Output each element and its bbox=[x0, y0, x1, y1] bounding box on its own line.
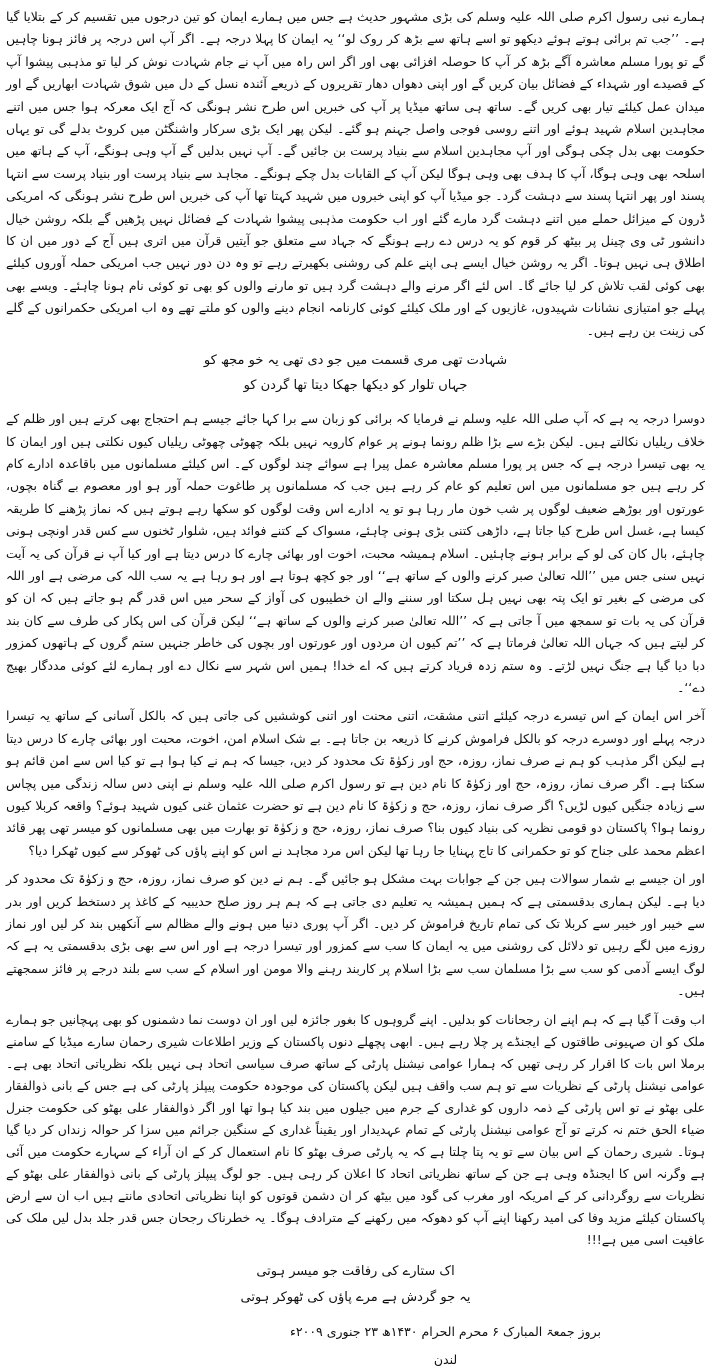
article-page bbox=[6, 6, 705, 1367]
paragraph-2: دوسرا درجہ یہ ہے کہ آپ صلی اللہ علیہ وسلم نے فرمایا کہ برائی کو زبان سے برا کہا جائے جیسے ہم احتجاج بھی کرتے ہیں اور ظلم کے خلاف ریلیاں نکالتے ہیں۔ لیکن بڑے سے بڑا ظلم رونما ہونے پر عوام کارویہ نہیں بلکہ چھوٹی چھوٹی ریلیاں کیوں نکلتی ہیں اور ایمان کا یہ بھی تیسرا درجہ ہے کہ جس پر پورا مسلم معاشرہ عمل پیرا ہے سوائے چند لوگوں کے۔ اس کیلئے مسلمانوں میں باقاعدہ ادارے کام کر رہے ہیں جو مسلمانوں میں اس تعلیم کو عام کر رہے ہیں جب کہ مسلمانوں پر طاغوت حملہ آور ہو اور معصوم بے گناہ بچوں، عورتوں اور بوڑھے ضعیف لوگوں پر شب خون مار رہا ہو تو یہ ادارے اس وقت لوگوں کو سکھا رہے ہوتے ہیں کہ نماز پڑھنے کا طریقہ کیسا ہے، غسل اس طرح کیا جاتا ہے، داڑھی کتنی بڑی ہونی چاہئے، مسواک کے کتنے فوائد ہیں، شلوار ٹخنوں سے کس قدر اونچی ہونی چاہئے، بال کان کی لو کے برابر ہونے چاہئیں۔ اسلام ہمیشہ محبت، اخوت اور بھائی چارے کا درس دیتا ہے اور کیا آپ نے قرآن کی یہ آیت نہیں سنی جس میں ’’اللہ تعالیٰ صبر کرنے والوں کے ساتھ ہے‘‘ اور جو کچھ ہوتا ہے اور ہو رہا ہے یہ سب اللہ کی مرضی ہے اور اللہ کی مرضی کے بغیر تو ایک پتہ بھی نہیں ہل سکتا اور سننے والے ان خطیبوں کی آواز کے سحر میں اس قدر گم ہو جاتے ہیں کہ ان کو قرآن کی یہ بات تو سمجھ میں آ جاتی ہے کہ ’’اللہ تعالیٰ صبر کرنے والوں کے ساتھ ہے‘‘ لیکن قرآن کی اس پکار کی طرف سے کان بند کر لیتے ہیں کہ جہاں اللہ تعالیٰ فرماتا ہے کہ ’’تم کیوں ان مردوں اور عورتوں اور بچوں کی خاطر جنہیں ستم گروں کے ہاتھوں کمزور دبا دیا گیا ہے جنگ نہیں لڑتے۔ وہ ستم زدہ فریاد کرتے ہیں کہ اے خدا! ہمیں اس شہر سے نکال دے اور ہمارے لئے کوئی مددگار بھیج دے‘‘۔ bbox=[6, 411, 705, 695]
couplet-line-1: شہادت تھی مری قسمت میں جو دی تھی یہ خو مجھ کو bbox=[203, 353, 508, 369]
closing-poem bbox=[6, 1259, 705, 1311]
closing-poem-line-1: اک ستارے کی رفاقت جو میسر ہوتی bbox=[256, 1263, 455, 1279]
closing-poem-line-2: یہ جو گردش ہے مرے پاؤں کی ٹھوکر ہوتی bbox=[240, 1289, 471, 1305]
place-name: لندن bbox=[433, 1351, 458, 1367]
couplet bbox=[6, 348, 705, 398]
dateline: بروز جمعۃ المبارک ۶ محرم الحرام ۱۴۳۰ھ ۲۳ جنوری ۲۰۰۹ء bbox=[290, 1323, 601, 1339]
paragraph-3: آخر اس ایمان کے اس تیسرے درجہ کیلئے اتنی مشقت، اتنی محنت اور اتنی کوششیں کی جاتی ہیں کہ بالکل آسانی کے ساتھ یہ تیسرا درجہ پہلے اور دوسرے درجہ کو بالکل فراموش کرنے کا ذریعہ بن جاتا ہے۔ بے شک اسلام امن، اخوت، محبت اور بھائی چارے کا درس دیتا ہے لیکن اگر مذہب کو ہم نے صرف نماز، روزہ، حج اور زکوٰۃ تک محدود کر دیں، جیسا کہ ہم نے کیا ہوا ہے تو کیا اس سے امن قائم ہو سکتا ہے۔ اگر صرف نماز، روزہ، حج اور زکوٰۃ کا نام دین ہے تو رسول اکرم صلی اللہ علیہ وسلم نے اپنی دس سالہ زندگی میں پچاس سے زیادہ جنگیں کیوں لڑیں؟ اگر صرف نماز، روزہ، حج و زکوٰۃ کا نام دین ہے تو حضرت عثمان غنی کیوں شہید ہوئے؟ واقعہ کربلا کیوں رونما ہوا؟ پاکستان دو قومی نظریہ کی بنیاد کیوں بنا؟ صرف نماز، روزہ، حج و زکوٰۃ تو بھارت میں بھی مسلمانوں کو میسر تھی پھر قائد اعظم محمد علی جناح کو تو حکمرانی کا تاج پہنایا جا رہا تھا لیکن اس مرد مجاہد نے اس کو اپنے پاؤں کی ٹھوکر سے کیوں ٹھکرا دیا؟ bbox=[6, 708, 705, 858]
couplet-line-2: جہاں تلوار کو دیکھا جھکا دیتا تھا گردن کو bbox=[243, 378, 468, 394]
paragraph-4: اور ان جیسے بے شمار سوالات ہیں جن کے جوابات بہت مشکل ہو جائیں گے۔ ہم نے دین کو صرف نماز، روزہ، حج و زکوٰۃ تک محدود کر دیا ہے۔ لیکن ہماری بدقسمتی ہے کہ ہمیں ہمیشہ یہ تعلیم دی جاتی ہے کہ ہم ہر روز صلح حدیبیہ کے کاغذ پر دستخط کریں اور بدر سے خیبر اور خیبر سے کربلا تک کی تمام تاریخ فراموش کر دیں۔ اگر آپ پوری دنیا میں ہونے والے مظالم سے آنکھیں بند کر لیں اور نماز روزے میں لگے رہیں تو دلائل کی روشنی میں یہ ایمان کا سب سے کمزور اور تیسرا درجہ ہے اور اس سے بھی بڑی بدقسمتی یہ ہے کہ لوگ ایسے آدمی کو سب سے بڑا مسلمان سب سے بڑا اسلام پر کاربند رہنے والا مومن اور اسلام کے سب سے بلند درجے پر فائز سمجھتے ہیں۔ bbox=[6, 871, 705, 999]
paragraph-5: اب وقت آ گیا ہے کہ ہم اپنے ان رجحانات کو بدلیں۔ اپنے گروہوں کا بغور جائزہ لیں اور ان دوست نما دشمنوں کو بھی پہچانیں جو ہمارے ملک کو ان صہیونی طاقتوں کے ایجنڈے پر چلا رہے ہیں۔ ابھی پچھلے دنوں پاکستان کے وزیر اطلاعات شیری رحمان سارے میڈیا کے سامنے برملا اس بات کا اقرار کر رہی تھیں کہ ہمارا عوامی نیشنل پارٹی کے ساتھ صرف سیاسی اتحاد ہی نہیں بلکہ نظریاتی اتحاد بھی ہے۔ عوامی نیشنل پارٹی کے نظریات سے تو ہم سب واقف ہیں لیکن پاکستان کی موجودہ حکومت پیپلز پارٹی کی ہے جس کے بانی ذوالفقار علی بھٹو نے تو اس پارٹی کے ذمہ داروں کو غداری کے جرم میں جیلوں میں بند کیا ہوا تھا اور اگر ذوالفقار علی بھٹو کی حکومت جنرل ضیاء الحق ختم نہ کرتے تو آج عوامی نیشنل پارٹی کے تمام عہدیدار اور یقیناً غداری کے سنگین جرائم میں سزا کر حوالہ زنداں کر دیا گیا ہوتا۔ شیری رحمان کے اس بیان سے تو یہ پتا چلتا ہے کہ یہ پارٹی صرف بھٹو کا نام استعمال کر کے ان آراء کے سہارے حکومت میں آئی ہے وگرنہ اس کا ایجنڈہ وہی ہے جن کے ساتھ نظریاتی اتحاد کا اعلان کر رہی ہیں۔ جو لوگ پیپلز پارٹی کے بانی ذوالفقار علی بھٹو کے نظریات سے روگردانی کر کے امریکہ اور مغرب کی گود میں بیٹھ کر ان دشمن قوتوں کو اپنا نظریاتی اتحادی مانتے ہیں اب ان سے ارض پاکستان کیلئے مزید وفا کی امید رکھنا اپنے آپ کو دھوکہ میں رکھنے کے مترادف ہوگا۔ یہ خطرناک رجحان جس قدر جلد بدل لیں ملک کی عافیت اسی میں ہے!!! bbox=[6, 1011, 705, 1247]
paragraph-1: ہمارے نبی رسول اکرم صلی اللہ علیہ وسلم کی بڑی مشہور حدیث ہے جس میں ہمارے ایمان کو تین درجوں میں تقسیم کر کے بتلایا گیا ہے۔ ’’جب تم برائی ہوتے ہوئے دیکھو تو اسے ہاتھ سے بڑھ کر روک لو‘‘ یہ ایمان کا پہلا درجہ ہے۔ اگر آپ اس درجہ پر فائز ہونا چاہیں گے تو پورا مسلم معاشرہ آگے بڑھ کر آپ کا حوصلہ افزائی بھی اور اگر اس راہ میں آپ نے جام شہادت نوش کر لیا تو مذہبی پیشوا آپ کے قصیدے اور شہداء کے فضائل بیان کریں گے اور اپنی دھواں دھار تقریروں کے ذریعے آئندہ نسل کے دل میں شوق شہادت ابھاریں گے اور میدان عمل کیلئے تیار بھی کریں گے۔ ساتھ ہی ساتھ میڈیا پر آپ کی خبریں اس طرح نشر ہونگی کہ آج ایک معرکہ ہوا جس میں اتنے مجاہدین اسلام شہید ہوئے اور اتنے روسی فوجی واصل جہنم ہو گئے۔ لیکن پھر ایک بڑی سرکار واشنگٹن میں کروٹ بدلے گی تو یہاں حکومت بھی بدل چکی ہوگی اور آپ مجاہدین اسلام سے بنیاد پرست بن جائیں گے۔ آپ نہیں بدلیں گے آپ وہی ہونگے، آپ کے ہاتھ میں اسلحہ بھی وہی ہوگا، آپ کا ہدف بھی وہی ہوگا لیکن آپ کے القابات بدل چکے ہونگے۔ مجاہد سے بنیاد پرست اور بنیاد پرست سے انتہا پسند اور پھر انتہا پسند سے دہشت گرد۔ جو میڈیا آپ کو اپنی خبروں میں شہید کہتا تھا آپ کی خبریں اس طرح نشر ہونگی کہ امریکی ڈرون کے میزائل حملے میں اتنے دہشت گرد مارے گئے اور اب حکومت مذہبی پیشوا شہادت کے فضائل نہیں پڑھیں گے بلکہ روشن خیال دانشور ٹی وی چینل پر بیٹھ کر قوم کو یہ درس دے رہے ہونگے کہ جہاد سے متعلق جو آیتیں قرآن میں اتری ہیں آج کے دور میں ان کا اطلاق ہی نہیں ہوتا۔ اگر یہ روشن خیال ایسے ہی اپنے علم کی روشنی بکھیرتے رہے تو وہ دن دور نہیں جب امریکی حملہ آوروں کیلئے بھی کوئی لقب تلاش کر لیا جائے گا۔ اس لئے اگر مرنے والے دہشت گرد ہیں تو مارنے والوں کو بھی تو کوئی نام ہونا چاہئے۔ ویسے بھی پہلے جو امتیازی نشانات شہیدوں، غازیوں کے اور ملک کیلئے کوئی کارنامہ انجام دینے والوں کو ملتے تھے وہ اب امریکی حکمرانوں کے گلے کی زینت بن رہے ہیں۔ bbox=[6, 9, 705, 338]
